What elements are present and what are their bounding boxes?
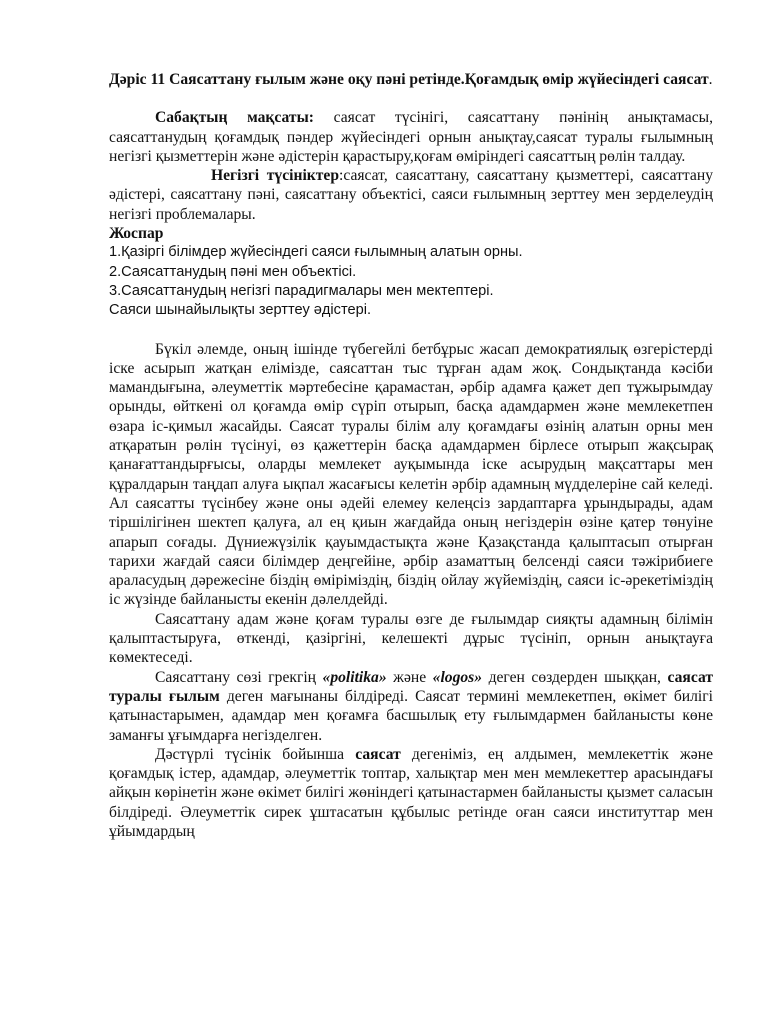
emphasis-text: саясат xyxy=(355,745,401,763)
plan-heading: Жоспар xyxy=(109,225,164,243)
body-paragraph: Бүкіл әлемде, оның ішінде түбегейлі бетбұрыс жасап демократиялық өзгерістерді іске асырып жатқан елімізде, саясаттан тыс тұрған адам жоқ. Сондықтанда кәсіби мамандығына, әлеуметтік мәртебесіне қарамастан, әрбір адамға қажет деп тұжырымдау орынды, өйткені ол қоғамда өмір сүріп отырып, басқа адамдармен және мемлекетпен өзара іс-қимыл жасайды. Саясат туралы білім алу қоғамдағы өзінің алатын орны мен атқаратын рөлін түсінуі, өз қажеттерін басқа адамдармен бірлесе отырып жақсырақ қанағаттандырғысы, оларды мемлекет ауқымында іске асырудың мақсаттары мен құралдарын таңдап алуға ықпал жасағысы келетін әрбір адамның мүдделеріне сай келеді. Ал саясатты түсінбеу және оны әдейі елемеу келеңсіз зардаптарға ұрындырады, адам тіршілігінен шектеп қалуға, ал ең қиын жағдайда оның негіздерін өзіне қатер төнуіне апарып соғады. Дүниежүзілік қауымдастықта және Қазақстанда қалыптасып отырған тарихи жағдай саяси білімдер деңгейіне, әрбір азаматтың белсенді саяси тәжірибиеге араласудың дәрежесіне біздің өміріміздің, біздің ойлау жүйеміздің, саяси іс-әрекетіміздің іс жүзінде байланысты екенін дәлелдейді. xyxy=(109,340,713,609)
body-paragraph xyxy=(109,668,713,745)
term-politika: «politika» xyxy=(322,668,387,686)
text-run: деген сөздерден шыққан, xyxy=(482,668,668,686)
plan-item: 2.Саясаттанудың пәні мен объектісі. xyxy=(109,263,357,280)
lesson-goal-text: саясат түсінігі, саясаттану пәнінің анықтамасы, саясаттанудың қоғамдық пәндер жүйесіндегі орнын анықтау,саясат туралы ғылымның негізгі қызметтерін және әдістерін қарастыру,қоғам өміріндегі саясаттың рөлін талдау. xyxy=(109,109,713,165)
text-run: Әлеуметтік сирек ұштасатын құбылыс ретінде оған саяси институттар мен ұйымдардың xyxy=(109,803,713,840)
lecture-body xyxy=(109,340,713,842)
lecture-title-text: Дәріс 11 Саясаттану ғылым және оқу пәні ретінде.Қоғамдық өмір жүйесіндегі саясат xyxy=(109,71,709,88)
text-run: Дәстүрлі түсінік бойынша xyxy=(155,745,356,763)
lesson-goal xyxy=(109,108,713,166)
document-page xyxy=(109,70,713,841)
text-run: және xyxy=(386,668,433,686)
spacer xyxy=(109,89,713,108)
body-paragraph xyxy=(109,745,713,841)
key-concepts-label: Негізгі түсініктер xyxy=(211,167,340,185)
text-run: Саясаттану сөзі грекгің xyxy=(155,668,323,686)
key-concepts-text: :саясат, саясаттану, саясаттану қызметтері, саясаттану әдістері, саясаттану пәні, саясаттану объектісі, саяси ғылымның зерттеу мен зерделеудің негізгі проблемалары. xyxy=(109,167,713,223)
emphasis-text: саясат туралы ғылым xyxy=(109,668,713,705)
term-logos: «logos» xyxy=(432,668,483,686)
text-run: дегеніміз, ең алдымен, мемлекеттік және қоғамдық істер, адамдар, әлеуметтік топтар, халықтар мен мен мемлекеттер арасындағы айқын көрінетін және өкімет билігі жөніндегі қатынастармен байланысты қызмет саласын білдіреді. xyxy=(109,745,713,821)
spacer xyxy=(109,321,713,340)
lesson-goal-label: Сабақтың мақсаты: xyxy=(155,109,314,127)
plan-item: 3.Саясаттанудың негізгі парадигмалары мен мектептері. xyxy=(109,282,494,299)
plan-item: 1.Қазіргі білімдер жүйесіндегі саяси ғылымның алатын орны. xyxy=(109,244,523,261)
body-paragraph: Саясаттану адам және қоғам туралы өзге де ғылымдар сияқты адамның білімін қалыптастыруға, өткенді, қазіргіні, келешекті дұрыс түсініп, орнын анықтауға көмектеседі. xyxy=(109,610,713,667)
text-run: деген мағынаны білдіреді. Саясат термині мемлекетпен, өкімет билігі қатынастарымен, адамдар мен қоғамға басшылық ету ғылымдармен байланысты көне заманғы ұғымдарға негізделген. xyxy=(109,687,713,744)
lecture-title-trailing: . xyxy=(708,71,713,88)
key-concepts xyxy=(109,166,713,224)
lecture-title xyxy=(109,70,713,89)
plan-item: Саяси шынайылықты зерттеу әдістері. xyxy=(109,302,372,319)
